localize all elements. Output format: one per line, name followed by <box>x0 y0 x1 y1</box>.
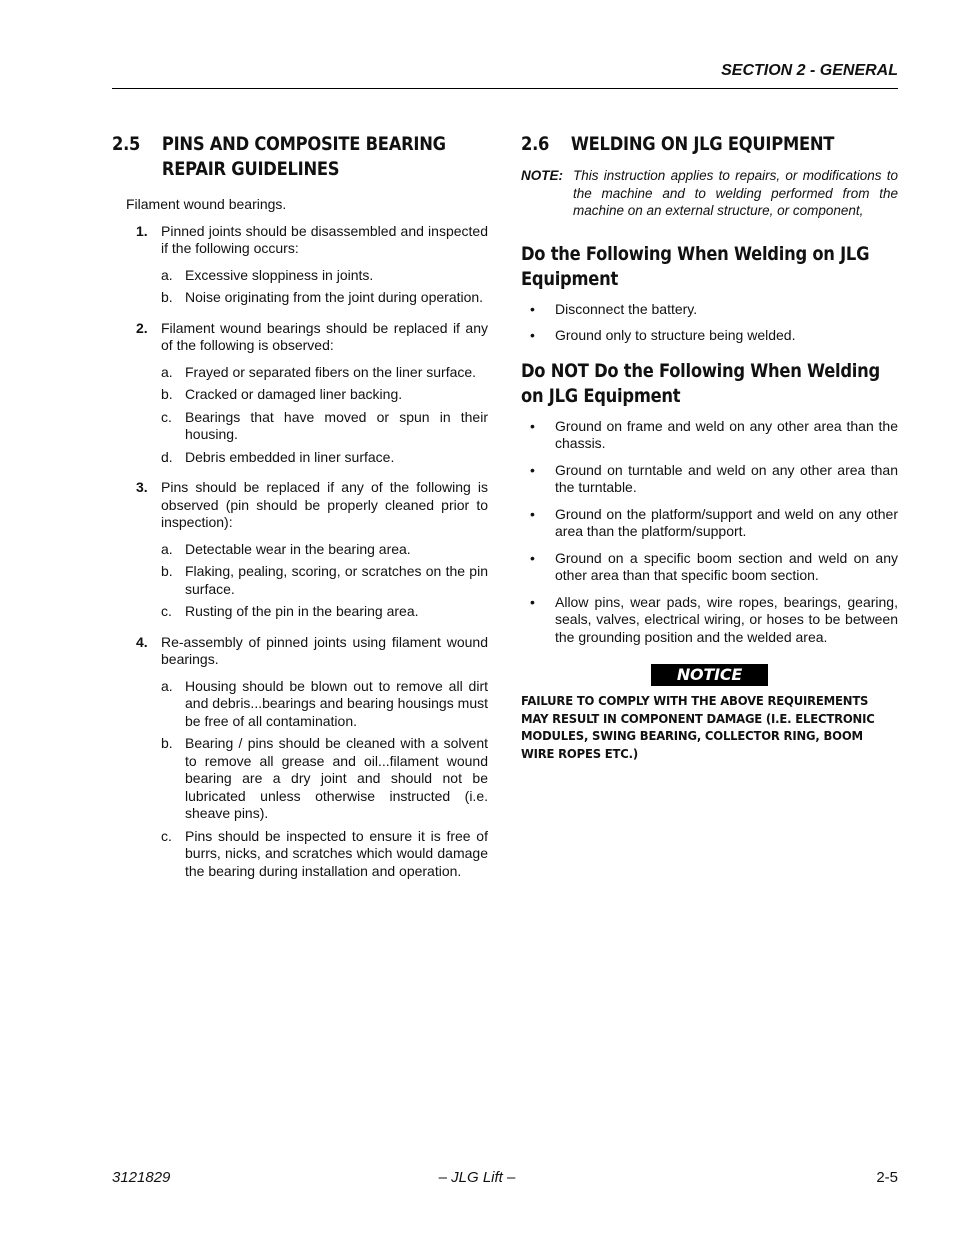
sub-item: c. Bearings that have moved or spun in their housing. <box>161 408 488 442</box>
notice-badge: NOTICE <box>651 664 768 686</box>
left-column <box>112 132 488 880</box>
list-item: • Disconnect the battery. <box>530 300 698 317</box>
do-list <box>530 301 898 345</box>
sub-list <box>161 678 488 881</box>
list-item: • Ground on turntable and weld on any other area than the turntable. <box>530 461 898 495</box>
item-number: 1. <box>136 222 148 239</box>
heading-number: 2.6 <box>521 133 550 155</box>
sub-list <box>161 364 488 467</box>
intro-text: Filament wound bearings. <box>126 196 287 212</box>
right-column <box>521 132 898 762</box>
item-text: Pinned joints should be disassembled and inspected if the following occurs: <box>161 222 488 256</box>
header-rule <box>112 88 898 89</box>
list-item <box>136 320 488 355</box>
sub-item: b. Bearing / pins should be cleaned with a solvent to remove all grease and oil...filament wound bearing are a dry joint and should not be lubricated unless otherwise instructed (i.e. sheave pins). <box>161 735 488 821</box>
numbered-list <box>112 223 488 881</box>
sub-list <box>161 267 488 307</box>
sub-item: c. Rusting of the pin in the bearing area. <box>161 603 419 619</box>
list-item: • Allow pins, wear pads, wire ropes, bearings, gearing, seals, valves, electrical wiring, or hoses to be between the grounding position and the welded area. <box>530 593 898 645</box>
do-heading: Do the Following When Welding on JLG Equipment <box>521 242 870 290</box>
sub-item: b. Flaking, pealing, scoring, or scratches on the pin surface. <box>161 563 488 597</box>
notice-text: FAILURE TO COMPLY WITH THE ABOVE REQUIREMENTS MAY RESULT IN COMPONENT DAMAGE (I.E. ELECTRONIC MODULES, SWING BEARING, COLLECTOR RING, BOOM WIRE ROPES ETC.) <box>521 693 875 761</box>
sub-item: d. Debris embedded in liner surface. <box>161 448 395 465</box>
sub-item: b. Noise originating from the joint during operation. <box>161 289 484 305</box>
doc-number: 3121829 <box>112 1169 171 1186</box>
item-text: Pins should be replaced if any of the following is observed (pin should be properly cleaned prior to inspection): <box>161 479 488 530</box>
heading-text: PINS AND COMPOSITE BEARING REPAIR GUIDELINES <box>161 133 446 180</box>
note <box>521 167 898 220</box>
section-header: SECTION 2 - GENERAL <box>721 62 898 79</box>
note-label: NOTE: <box>521 168 563 183</box>
item-number: 4. <box>136 633 148 650</box>
notice-box <box>521 664 898 686</box>
heading-text: WELDING ON JLG EQUIPMENT <box>570 133 835 155</box>
sub-item: a. Excessive sloppiness in joints. <box>161 266 374 283</box>
sub-item: c. Pins should be inspected to ensure it is free of burrs, nicks, and scratches which would damage the bearing during installation and operation. <box>161 827 488 879</box>
sub-item: b. Cracked or damaged liner backing. <box>161 386 403 402</box>
item-text: Filament wound bearings should be replaced if any of the following is observed: <box>161 319 488 353</box>
list-item <box>136 634 488 669</box>
item-number: 2. <box>136 319 148 336</box>
list-item <box>136 223 488 258</box>
note-text: This instruction applies to repairs, or modifications to the machine and to welding performed from the machine on an external structure, or component, <box>573 168 898 218</box>
sub-list <box>161 541 488 621</box>
section-2-5-heading <box>112 132 487 182</box>
list-item <box>136 479 488 532</box>
list-item: • Ground on the platform/support and weld on any other area than the platform/support. <box>530 505 898 539</box>
dont-list <box>530 418 898 647</box>
item-text: Re-assembly of pinned joints using filament wound bearings. <box>161 633 488 667</box>
list-item: • Ground only to structure being welded. <box>530 327 796 343</box>
dont-heading: Do NOT Do the Following When Welding on JLG Equipment <box>521 359 880 407</box>
section-2-6-heading <box>521 132 897 157</box>
sub-item: a. Housing should be blown out to remove all dirt and debris...bearings and bearing housings must be free of all contamination. <box>161 677 488 729</box>
list-item: • Ground on a specific boom section and weld on any other area than that specific boom section. <box>530 549 898 583</box>
page-number: 2-5 <box>876 1169 898 1186</box>
sub-item: a. Detectable wear in the bearing area. <box>161 540 411 557</box>
list-item: • Ground on frame and weld on any other area than the chassis. <box>530 417 898 451</box>
heading-number: 2.5 <box>112 133 141 155</box>
item-number: 3. <box>136 479 148 495</box>
sub-item: a. Frayed or separated fibers on the liner surface. <box>161 363 477 380</box>
footer-center: – JLG Lift – <box>438 1169 516 1186</box>
